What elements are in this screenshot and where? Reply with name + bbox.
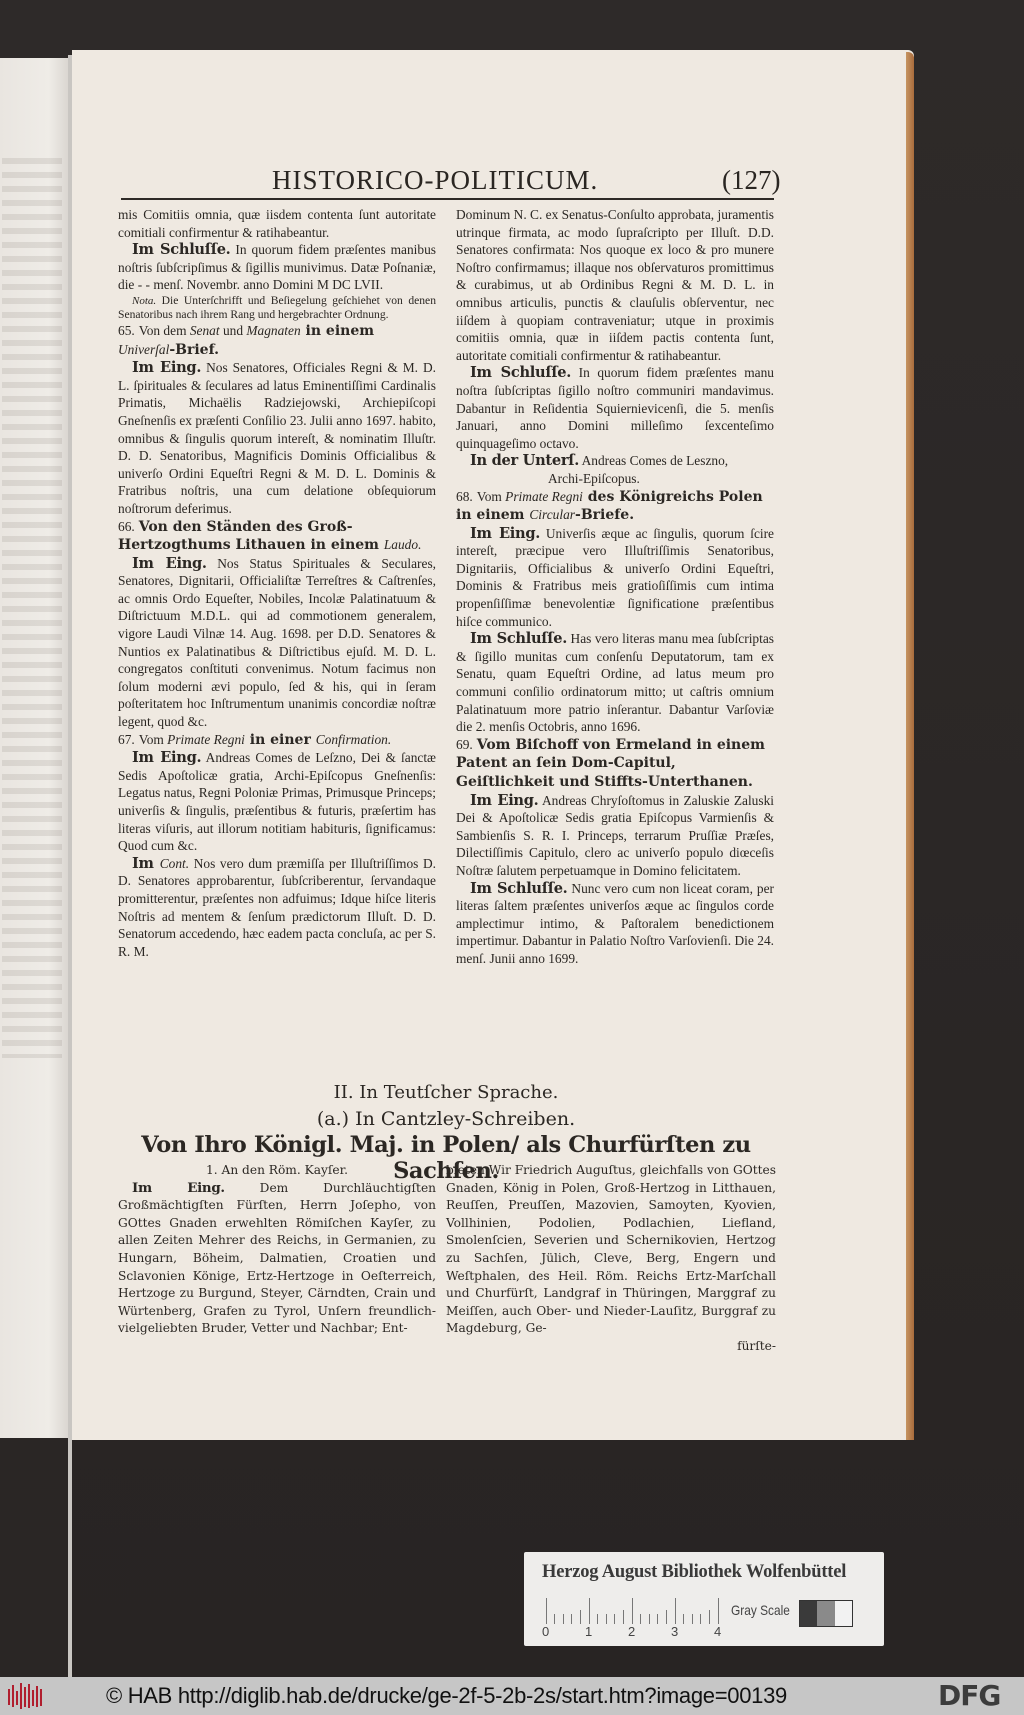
header-rule (121, 198, 774, 200)
section-heading-66: 66. Von den Ständen des Groß-Hertzogthums Lithauen in einem Laudo. (118, 518, 422, 554)
paragraph: Im Schluſſe. In quorum fidem præſentes manu noſtra ſubſcriptas ſigillo noſtro communiri mandavimus. Dabantur in Reſidentia Squiernievicenſi, die 5. menſis Januari, anno Domini milleſimo ſexcenteſimo quinquageſimo octavo. (456, 364, 774, 451)
swatch-light (835, 1601, 852, 1626)
german-left-column (118, 1162, 436, 1338)
paragraph: bieten Wir Friedrich Auguſtus, gleichfalls von GOttes Gnaden, König in Polen, Groß-Hertzog in Litthauen, Reuſſen, Preuſſen, Mazovien, Samoyten, Kyovien, Vollhinien, Podolien, Podlachien, Liefland, Smolenſcien, Severien und Schernikovien, Hertzog zu Sachſen, Jülich, Cleve, Berg, Engern und Weſtphalen, des Heil. Röm. Reichs Ertz-Marſchall und Churfürſt, Landgraf in Thüringen, Marggraf zu Meiſſen, auch Ober- und Nieder-Lauſitz, Burggraf zu Magdeburg, Ge- (446, 1163, 776, 1336)
section-heading-69: 69. Vom Biſchoff von Ermeland in einem Patent an ſein Dom-Capitul, Geiſtlichkeit und Stiffts-Unterthanen. (456, 736, 765, 790)
swatch-dark (800, 1601, 817, 1626)
dfg-logo: DFG (938, 1679, 1001, 1712)
right-column (456, 206, 774, 968)
section-heading-65: 65. Von dem Senat und Magnaten in einem Univerſal-Brief. (118, 322, 375, 358)
paragraph: Im Schluſſe. In quorum fidem præſentes manibus noſtris ſubſcripſimus & ſigillis munivimus. Datæ Poſnaniæ, die - - menſ. Novembr. anno Domini M DC LVII. (118, 241, 436, 293)
gray-scale-label: Gray Scale (731, 1602, 790, 1618)
left-column (118, 206, 436, 960)
page-number: (127) (722, 165, 781, 195)
library-name: Herzog August Bibliothek Wolfenbüttel (542, 1562, 847, 1582)
nota-paragraph: Nota. Die Unterſchrifft und Beſiegelung geſchiehet von denen Senatoribus nach ihrem Rang und hergebrachter Ordnung. (118, 293, 436, 321)
paragraph: Im Eing. Dem Durchläuchtigſten Großmächtigſten Fürſten, Herrn Joſepho, von GOttes Gnaden erwehlten Römiſchen Kayſer, zu allen Zeiten Mehrer des Reichs, in Germanien, zu Hungarn, Böheim, Dalmatien, Croatien und Sclavonien Könige, Ertz-Hertzoge in Oeſterreich, Hertzoge zu Burgund, Steyer, Cärndten, Crain und Würtenberg, Grafen zu Tyrol, Unſern freundlich-vielgeliebten Bruder, Vetter und Nachbar; Ent- (118, 1179, 436, 1336)
paragraph: Im Eing. Andreas Chryſoſtomus in Zaluskie Zaluski Dei & Apoſtolicæ Sedis gratia Epiſcopus Varmienſis & Sambienſis S. R. I. Princeps, terrarum Pruſſiæ Præſes, Dilectiſſimis Capitulo, clero ac univerſo populo diœceſis Noſtræ ſalutem perpetuamque in Domino felicitatem. (456, 791, 774, 878)
paragraph: Im Eing. Nos Status Spirituales & Seculares, Senatores, Dignitarii, Officialiſtæ Terreſtres & Caſtrenſes, ac omnis Ordo Equeſter, Nobiles, Incolæ Palatinatuum & Diſtrictuum M.D.L. qui ad commotionem generalem, vigore Laudi Vilnæ 14. Aug. 1698. per D.D. Senatores & Nuntios ex Palatinatibus & Diſtrictibus ejuſd. M. D. L. congregatos conſtituti convenimus. Notum facimus non ſolum moderni ævi populo, ſed & his, qui in ſeram poſteritatem hoc Inſtrumentum unanimis concordiæ noſtræ legent, quod &c. (118, 554, 437, 730)
library-color-target (524, 1552, 884, 1646)
paragraph: Im Eing. Nos Senatores, Officiales Regni & M. D. L. ſpirituales & ſeculares ad latus Eminentiſſimi Cardinalis Primatis, Michaëlis Radziejowski, Archiepiſcopi Gneſnenſis ex præſenti Conſilio 23. Julii anno 1697. habito, omnibus & ſingulis quorum intereſt, & nominatim Illuſtr. D. D. Senatoribus, Magnificis Dominis Officialibus & univerſo Ordini Equeſtri Regni & M. D. L. Dominis & Fratribus noſtris, una cum delatione obſequiorum noſtrorum deferimus. (118, 359, 437, 516)
subheading: 1. An den Röm. Kayſer. (206, 1163, 348, 1177)
copyright-url: © HAB http://diglib.hab.de/drucke/ge-2f-5-2b-2s/start.htm?image=00139 (106, 1683, 787, 1708)
section-title-king-poland: Von Ihro Königl. Maj. in Polen/ als Churfürſten zu Sachſen. (141, 1132, 751, 1184)
ruler-scale (546, 1598, 718, 1624)
paragraph: Im Schluſſe. Has vero literas manu mea ſubſcriptas & ſigillo munitas cum conſenſu Deputatorum, tam ex Senatu, quam Equeſtri Ordine, ad latus meum pro communi conſilio ordinatorum mitto; ut caſtris omnium Palatinatuum more patrio inſerantur. Dabantur Varſoviæ die 2. menſis Octobris, anno 1696. (456, 630, 774, 735)
section-heading-67: 67. Vom Primate Regni in einer Confirmation. (118, 731, 392, 748)
ruler-labels: 0 1 2 3 4 (542, 1624, 722, 1639)
catchword: fürſte- (737, 1338, 776, 1353)
show-through-text (2, 158, 62, 1058)
swatch-mid (817, 1601, 834, 1626)
paragraph: Im Cont. Nos vero dum præmiſſa per Illuſtriſſimos D. D. Senatores approbarentur, ſubſcriberentur, ſervandaque promitterentur, præſentes non adfuimus; Idque hiſce literis Noſtris ad mentem & ſenſum prædictorum Illuſt. D. D. Senatorum accedendo, hæc eadem pacta concluſa, ac per S. R. M. (118, 854, 436, 959)
signature-title: Archi-Epiſcopus. (548, 470, 640, 486)
hab-logo-icon (6, 1681, 44, 1711)
paragraph: Im Eing. Univerſis æque ac ſingulis, quorum ſcire intereſt, præcipue vero Illuſtriſſimis Senatoribus, Dignitariis, Officialibus & univerſo Ordini Equeſtri, Dominis & Fratribus meis gratioſiſſimis cum intima propenſiſſimæ benevolentiæ ſignificatione præſentibus hiſce communico. (456, 524, 775, 629)
paragraph: Im Eing. Andreas Comes de Leſzno, Dei & ſanctæ Sedis Apoſtolicæ gratia, Archi-Epiſcopus Gneſnenſis: Legatus natus, Regni Poloniæ Primas, Primusque Princeps; univerſis & ſingulis, præſentibus & futuris, præſertim has literas viſuris, aut illorum notitiam habituris, ſignificamus: Quod cum &c. (118, 749, 436, 854)
previous-page-shadow (0, 1438, 70, 1678)
german-right-column (446, 1162, 776, 1356)
footer-bar (0, 1677, 1024, 1715)
formula-lead: Im Schluſſe. (132, 241, 231, 259)
gray-scale-swatches (799, 1600, 853, 1627)
section-title-german-language: II. In Teutſcher Sprache. (333, 1082, 559, 1103)
previous-page-edge (0, 58, 70, 1438)
running-head: HISTORICO-POLITICUM. (272, 165, 599, 195)
section-heading-68: 68. Vom Primate Regni des Königreichs Polen in einem Circular-Briefe. (456, 488, 763, 524)
paragraph: Im Schluſſe. Nunc vero cum non liceat coram, per literas ſaltem præſentes univerſos æque ac ſingulos corde amplectimur intimo, & Paſtoralem benedictionem impertimur. Dabantur in Palatio Noſtro Varſovienſi. Die 24. menſ. Junii anno 1699. (456, 879, 774, 966)
paragraph: Dominum N. C. ex Senatus-Conſulto approbata, juramentis utrinque firmata, ac modo ſupraſcripto per Illuſt. D.D. Senatores confirmata: Nos quoque ex loco & pro munere Noſtro confirmamus; illaque nos obſervaturos promittimus & curabimus, ut ab Ordinibus Regni & M. D. L. in omnibus articulis, punctis & clauſulis obſerventur, nec iiſdem à quopiam contraveniatur; utque in proximis comitiis omnia, quæ in iiſdem pactis contenta ſunt, autoritate comitiali confirmentur & ratihabeantur. (456, 207, 774, 363)
section-title-chancery: (a.) In Cantzley-Schreiben. (316, 1108, 576, 1130)
paragraph: mis Comitiis omnia, quæ iisdem contenta ſunt autoritate comitiali confirmentur & ratihabeantur. (118, 207, 436, 240)
page-fore-edge (906, 52, 914, 1440)
signature-paragraph: In der Unterſ. Andreas Comes de Leszno, (470, 452, 729, 470)
